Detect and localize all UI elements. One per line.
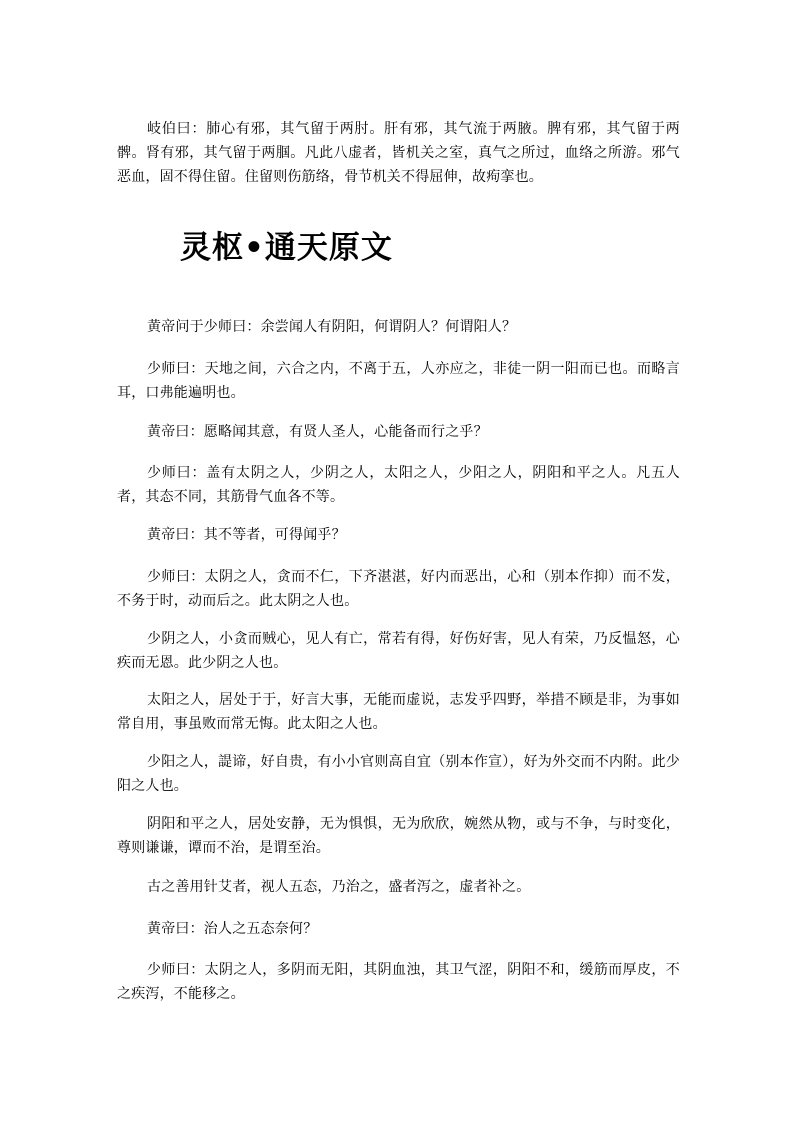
- paragraph-12: 黄帝曰：治人之五态奈何？: [147, 921, 318, 937]
- paragraph-13: 少师曰：太阴之人，多阴而无阳，其阴血浊，其卫气涩，阴阳不和，缓筋而厚皮，不之疾泻，不能移之。: [117, 962, 680, 1002]
- paragraph-6: 少师曰：太阴之人，贪而不仁，下齐湛湛，好内而恶出，心和（别本作抑）而不发，不务于时，动而后之。此太阴之人也。: [117, 569, 680, 609]
- section-title: 灵枢•通天原文: [180, 230, 393, 266]
- paragraph-11: 古之善用针艾者，视人五态，乃治之，盛者泻之，虚者补之。: [147, 879, 531, 895]
- paragraph-3: 黄帝曰：愿略闻其意，有贤人圣人，心能备而行之乎？: [147, 424, 488, 440]
- paragraph-2: 少师曰：天地之间，六合之内，不离于五，人亦应之，非徒一阴一阳而已也。而略言耳，口弗能遍明也。: [117, 361, 680, 401]
- paragraph-4: 少师曰：盖有太阴之人，少阴之人，太阳之人，少阳之人，阴阳和平之人。凡五人者，其态不同，其筋骨气血各不等。: [117, 465, 680, 505]
- paragraph-8: 太阳之人，居处于于，好言大事，无能而虚说，志发乎四野，举措不顾是非，为事如常自用，事虽败而常无悔。此太阳之人也。: [117, 692, 680, 732]
- paragraph-5: 黄帝曰：其不等者，可得闻乎？: [147, 527, 346, 543]
- paragraph-1: 黄帝问于少师曰：余尝闻人有阴阳，何谓阴人？何谓阳人？: [147, 319, 517, 335]
- paragraph-10: 阴阳和平之人，居处安静，无为惧惧，无为欣欣，婉然从物，或与不争，与时变化，尊则谦谦，谭而不治，是谓至治。: [117, 816, 680, 856]
- paragraph-9: 少阳之人，諟谛，好自贵，有小小官则高自宜（别本作宣），好为外交而不内附。此少阳之人也。: [117, 754, 680, 794]
- paragraph-7: 少阴之人，小贪而贼心，见人有亡，常若有得，好伤好害，见人有荣，乃反愠怒，心疾而无恩。此少阴之人也。: [117, 631, 680, 671]
- intro-paragraph: 岐伯曰：肺心有邪，其气留于两肘。肝有邪，其气流于两腋。脾有邪，其气留于两髀。肾有邪，其气留于两腘。凡此八虚者，皆机关之室，真气之所过，血络之所游。邪气恶血，固不得住留。住留则伤筋络，骨节机关不得屈伸，故痀挛也。: [117, 121, 680, 185]
